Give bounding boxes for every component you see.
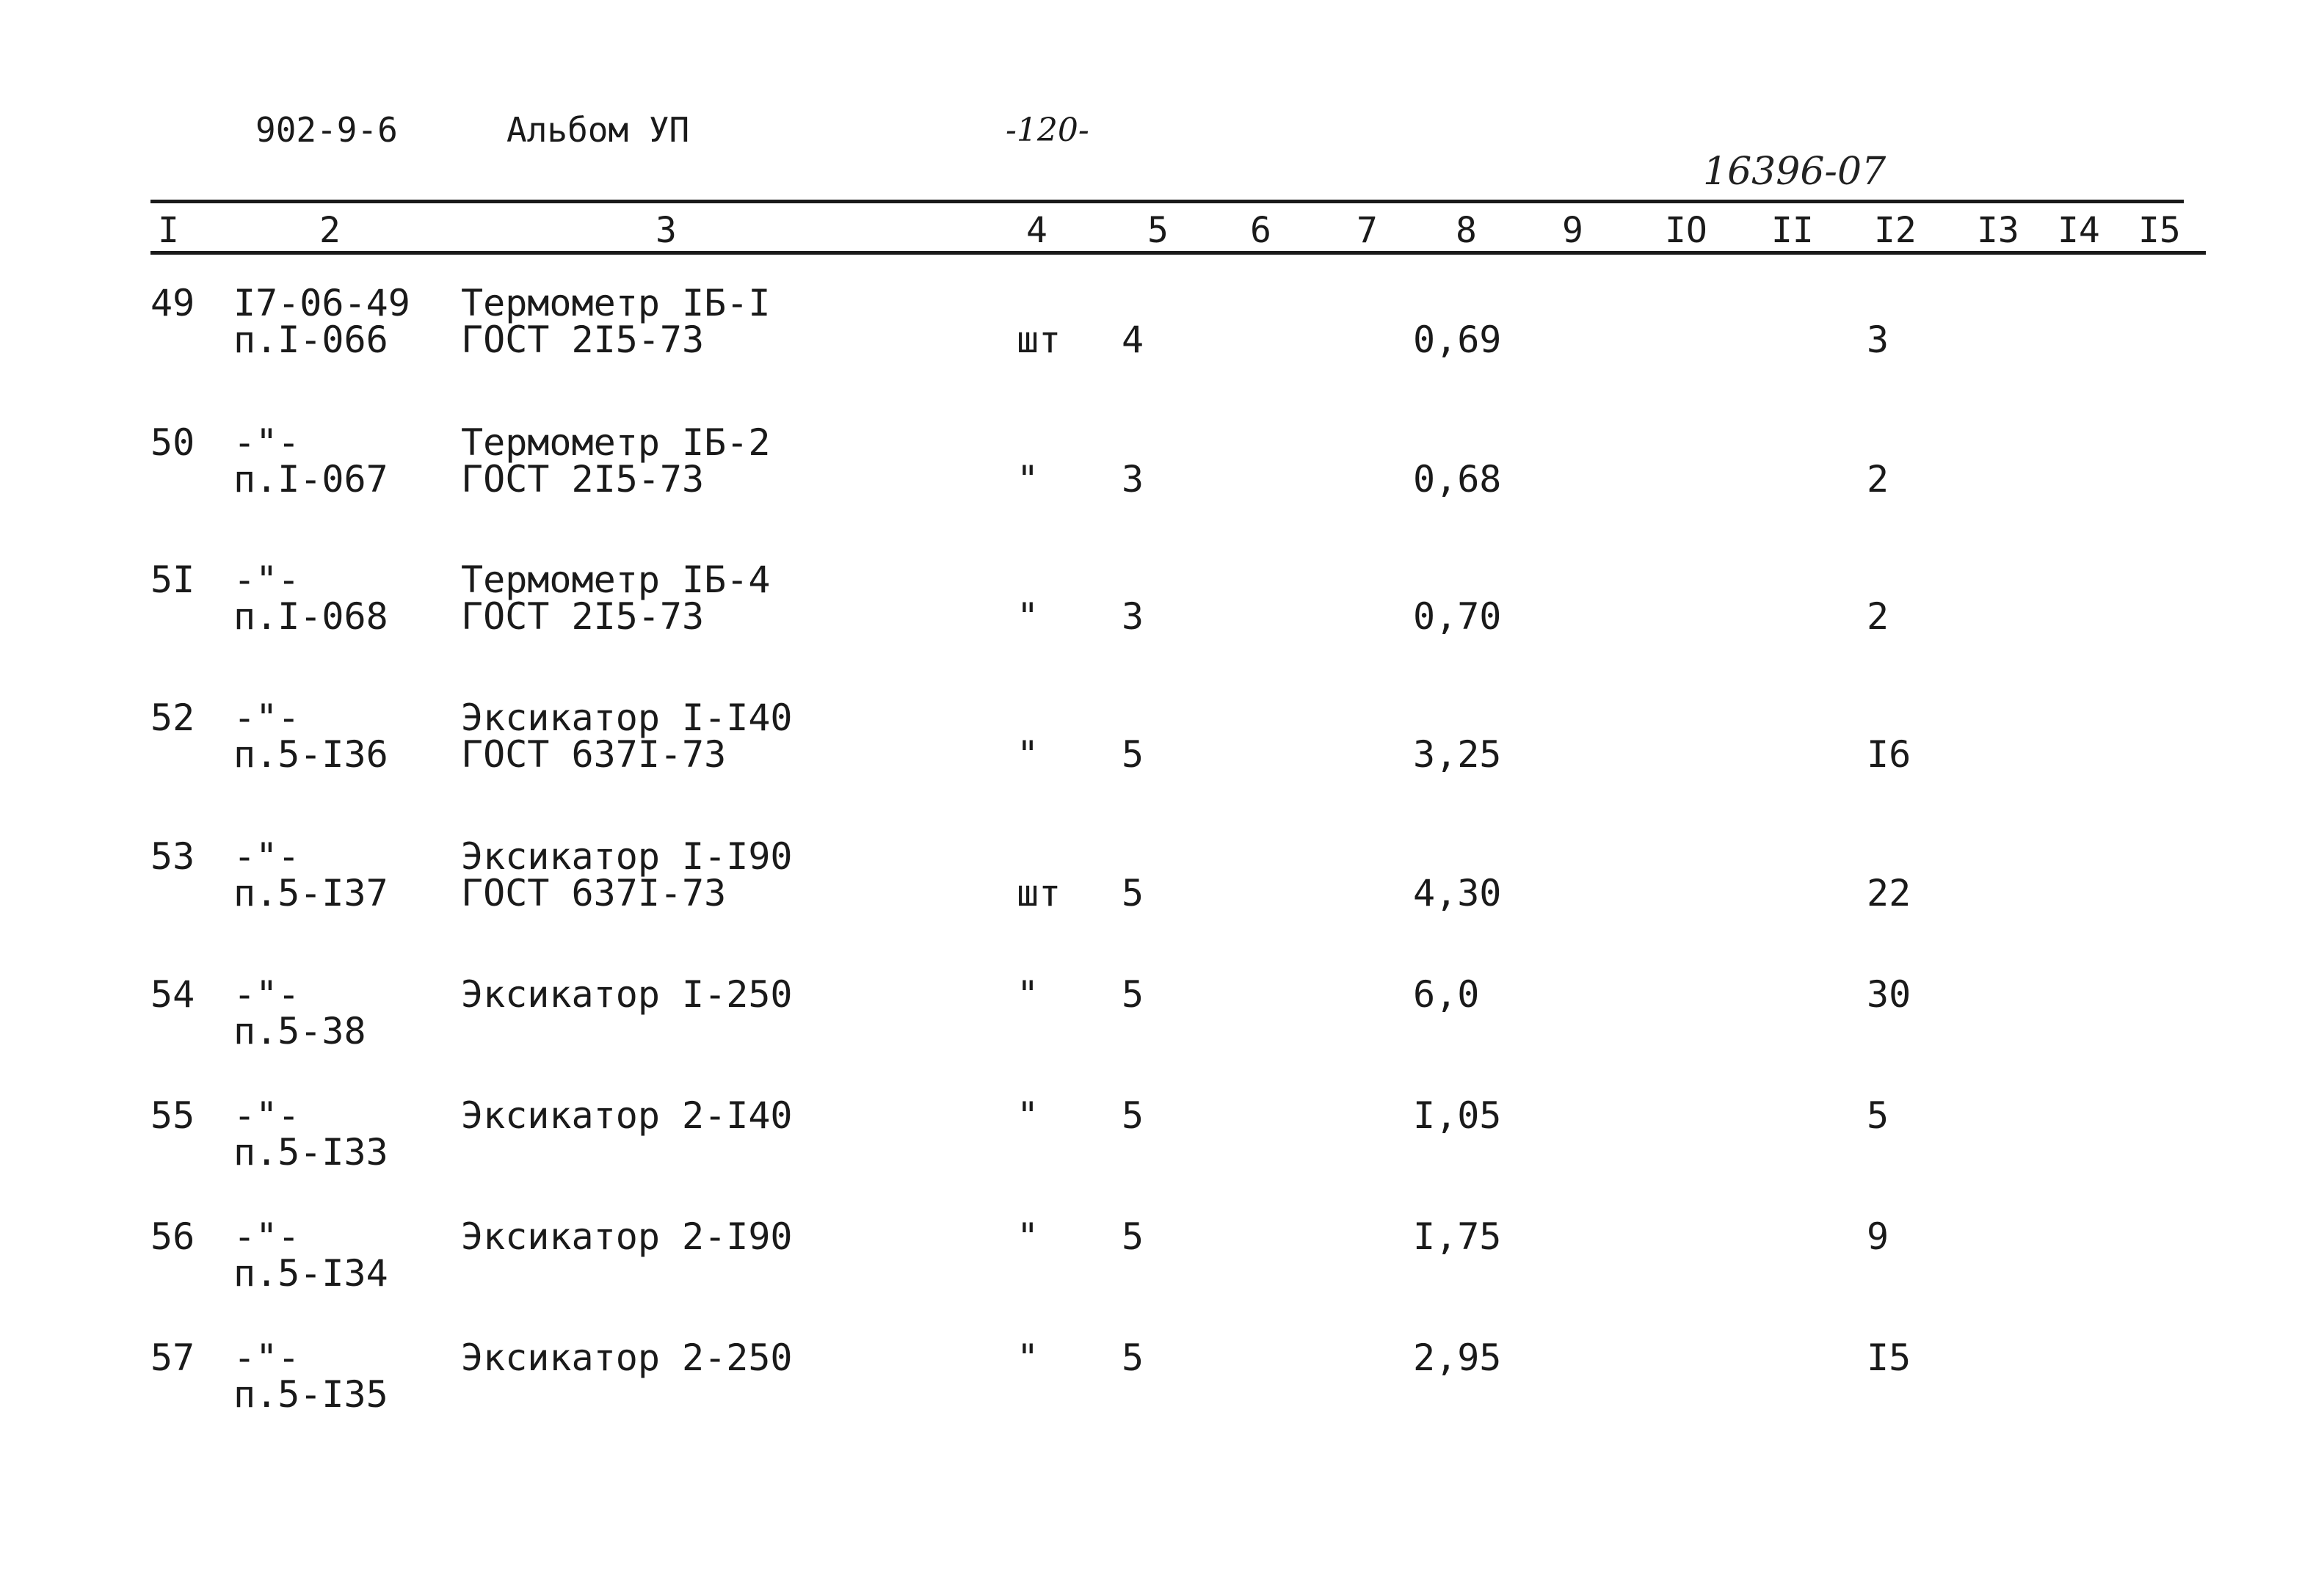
row-price: 4,30	[1413, 872, 1502, 914]
row-quantity: 5	[1122, 1215, 1144, 1258]
row-code-item: п.5-I34	[233, 1252, 388, 1295]
row-number: 53	[150, 835, 195, 878]
row-total: I5	[1867, 1336, 1911, 1379]
row-total: 30	[1867, 973, 1911, 1016]
column-number: I	[158, 210, 179, 251]
row-code-item: п.5-I33	[233, 1131, 388, 1174]
column-number: 6	[1250, 210, 1271, 251]
table-top-rule	[150, 200, 2184, 203]
row-number: 57	[150, 1336, 195, 1379]
row-number: 5I	[150, 559, 195, 601]
row-quantity: 3	[1122, 458, 1144, 501]
row-price: I,05	[1413, 1094, 1502, 1137]
column-number: I3	[1977, 210, 2019, 251]
row-name: Эксикатор 2-I90	[461, 1215, 793, 1258]
row-price: 2,95	[1413, 1336, 1502, 1379]
project-code: 902-9-6	[255, 110, 398, 150]
row-code-item: п.I-066	[233, 319, 388, 361]
column-number: II	[1771, 210, 1814, 251]
row-code-item: п.5-I36	[233, 733, 388, 776]
row-code: -"-	[233, 1094, 300, 1137]
column-number: IO	[1665, 210, 1707, 251]
row-code-item: п.I-067	[233, 458, 388, 501]
row-name: Эксикатор I-I90	[461, 835, 793, 878]
row-quantity: 5	[1122, 1094, 1144, 1137]
row-code: -"-	[233, 1336, 300, 1379]
row-name: Эксикатор 2-250	[461, 1336, 793, 1379]
column-number: 8	[1456, 210, 1477, 251]
row-standard: ГОСТ 2I5-73	[461, 458, 705, 501]
row-code-item: п.5-38	[233, 1010, 366, 1052]
row-standard: ГОСТ 637I-73	[461, 733, 727, 776]
row-code: -"-	[233, 421, 300, 464]
row-unit: "	[1017, 1094, 1039, 1137]
row-total: 3	[1867, 319, 1889, 361]
row-code-item: п.5-I35	[233, 1373, 388, 1416]
row-quantity: 3	[1122, 595, 1144, 638]
row-unit: "	[1017, 973, 1039, 1016]
row-name: Термометр IБ-I	[461, 282, 771, 324]
row-quantity: 5	[1122, 872, 1144, 914]
column-number: 9	[1562, 210, 1583, 251]
row-price: 6,0	[1413, 973, 1480, 1016]
row-total: I6	[1867, 733, 1911, 776]
row-unit: "	[1017, 1215, 1039, 1258]
row-total: 2	[1867, 458, 1889, 501]
row-standard: ГОСТ 2I5-73	[461, 595, 705, 638]
row-price: I,75	[1413, 1215, 1502, 1258]
column-number: 2	[319, 210, 341, 251]
row-code: I7-06-49	[233, 282, 410, 324]
row-code: -"-	[233, 1215, 300, 1258]
row-total: 5	[1867, 1094, 1889, 1137]
row-name: Эксикатор I-I40	[461, 696, 793, 739]
row-code: -"-	[233, 696, 300, 739]
row-price: 0,69	[1413, 319, 1502, 361]
album-label: Альбом УП	[506, 110, 690, 150]
column-number: I4	[2058, 210, 2100, 251]
row-name: Термометр IБ-4	[461, 559, 771, 601]
row-quantity: 5	[1122, 733, 1144, 776]
row-unit: "	[1017, 595, 1039, 638]
column-number: I5	[2138, 210, 2181, 251]
row-unit: шт	[1017, 319, 1061, 361]
row-unit: "	[1017, 458, 1039, 501]
row-code-item: п.I-068	[233, 595, 388, 638]
row-number: 54	[150, 973, 195, 1016]
row-code: -"-	[233, 973, 300, 1016]
row-price: 0,70	[1413, 595, 1502, 638]
row-standard: ГОСТ 637I-73	[461, 872, 727, 914]
row-name: Термометр IБ-2	[461, 421, 771, 464]
row-number: 50	[150, 421, 195, 464]
row-quantity: 5	[1122, 973, 1144, 1016]
column-number: I2	[1874, 210, 1917, 251]
row-total: 2	[1867, 595, 1889, 638]
row-code: -"-	[233, 559, 300, 601]
row-total: 9	[1867, 1215, 1889, 1258]
column-number: 5	[1147, 210, 1169, 251]
row-name: Эксикатор I-250	[461, 973, 793, 1016]
page-number: -120-	[1006, 112, 1089, 149]
column-number: 7	[1357, 210, 1378, 251]
sheet-number: 16396-07	[1703, 150, 1887, 194]
row-total: 22	[1867, 872, 1911, 914]
column-number: 4	[1026, 210, 1047, 251]
row-name: Эксикатор 2-I40	[461, 1094, 793, 1137]
row-number: 56	[150, 1215, 195, 1258]
row-unit: "	[1017, 733, 1039, 776]
row-unit: шт	[1017, 872, 1061, 914]
row-number: 55	[150, 1094, 195, 1137]
row-price: 0,68	[1413, 458, 1502, 501]
row-quantity: 5	[1122, 1336, 1144, 1379]
row-price: 3,25	[1413, 733, 1502, 776]
row-number: 49	[150, 282, 195, 324]
table-header-rule	[150, 251, 2206, 255]
row-code: -"-	[233, 835, 300, 878]
row-standard: ГОСТ 2I5-73	[461, 319, 705, 361]
row-code-item: п.5-I37	[233, 872, 388, 914]
column-number: 3	[656, 210, 677, 251]
row-quantity: 4	[1122, 319, 1144, 361]
row-number: 52	[150, 696, 195, 739]
row-unit: "	[1017, 1336, 1039, 1379]
